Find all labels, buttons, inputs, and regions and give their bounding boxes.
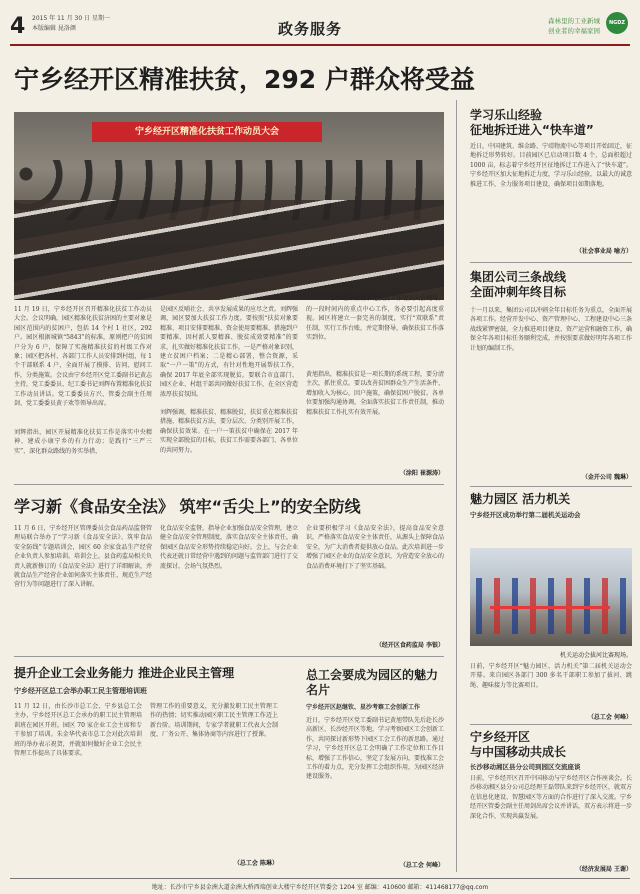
- main-headline: 宁乡经开区精准扶贫，292 户群众将受益: [14, 65, 475, 94]
- sidebar-story-2-byline: （金开公司 魏琳）: [581, 474, 632, 481]
- sidebar-story-1-byline: （社会事业局 喻方）: [575, 248, 632, 255]
- photo-banner: 宁乡经开区精准化扶贫工作动员大会: [92, 122, 322, 142]
- section-title: 政务服务: [278, 20, 343, 38]
- sidebar-story-2-title: [470, 270, 632, 300]
- food-col-1: 11 月 6 日，宁乡经开区管理委员会食品药品监督管理局联合举办了“学习新《食品安全法》、筑牢食品安全防线”专题培训会，园区 60 余家食品生产经营企业负责人参加培训。培训会上，县食药监局相关负责人就新修订的《食品安全法》进行了详细解读，并就食品生产经营企业如何落实主体责任、规范生产经营行为等问题进行了深入讲解。: [14, 525, 152, 589]
- main-col-2: 是园区反哺社会、共享发展成果的应尽之责。刘辉强调，园区要加大扶贫工作力度。要按照“扶贫对象要精准、项目安排要精准、资金使用要精准、措施到户要精准、因村派人要精准、脱贫成效要精准”的要求，扎实做好精准化扶贫工作，一是严格对象识别，建立贫困户档案；二是精心部署，整合资源，采取“一户一策”的方式，有针对性地开展帮扶工作，确保 2017 年底全部实现脱贫。要联合市直部门、园区企业、村组干部共同做好扶贫工作，在全区营造浓厚扶贫氛围。: [160, 306, 298, 398]
- divider: [470, 486, 632, 487]
- sidebar-story-1-title-line-2: 征地拆迁进入“快车道”: [470, 123, 594, 137]
- sidebar-story-3-subtitle: 宁乡经开区成功举行第二届机关运动会: [470, 511, 581, 519]
- sidebar-story-3-text: 日前，宁乡经开区“魅力园区、活力机关”第二届机关运动会开幕。来自园区各部门 300 多名干部职工参加了拔河、跳绳、趣味接力等比赛项目。: [470, 663, 632, 689]
- rope-shape: [490, 606, 610, 609]
- sidebar-story-1-title: [470, 108, 632, 138]
- sidebar-story-1-text: 近日，中国建筑、维金路、宁靖物流中心等项目开始回迁，征地拆迁形势转好。目前园区已启动项目数 4 个，总面积超过 1000 亩，标志着宁乡经开区征地拆迁工作进入了“快车道”。宁乡经开区加大征地拆迁力度，学习乐山经验，以最大的诚意推进工作，全力服务项目建设，确保项目如期落地。: [470, 143, 632, 188]
- charm-byline: （总工会 何峰）: [399, 862, 444, 869]
- photo-caption: 宁乡经开区精准化扶贫工作动员大会现场。: [329, 295, 444, 302]
- sidebar-story-4-text: 日前，宁乡经开区召开中国移动与宁乡经开区合作座谈会。长沙移动湘区县分公司总经理王磊带队来到宁乡经开区，就双方在信息化建设、智慧园区等方面的合作进行了深入交流。宁乡经开区管委会副主任周剑出席会议并讲话，双方表示将进一步深化合作，实现共赢发展。: [470, 775, 632, 820]
- sidebar-story-4-subtitle: 长沙移动湘区县分公司到园区交流座谈: [470, 763, 581, 771]
- main-col-2b: 刘辉强调，精准扶贫、精准脱贫，扶贫重在精准扶贫措施、精准扶贫方法，要分层次、分类别开展工作，确保扶贫效果。在一户一策扶贫中确保在 2017 年实现全部脱贫的目标，扶贫工作需要各部门、各单位的共同努力。: [160, 409, 298, 454]
- union-title: 提升企业工会业务能力 推进企业民主管理: [14, 666, 235, 680]
- union-byline: （总工会 陈琳）: [233, 860, 278, 867]
- sidebar-story-4-title-line-1: 宁乡经开区: [470, 730, 531, 744]
- main-byline: （涂阳 崔源涛）: [399, 470, 444, 477]
- sidebar-story-3-title: 魅力园区 活力机关: [470, 492, 571, 506]
- table-rows-shape: [14, 200, 444, 300]
- charm-subtitle: 宁乡经开区赵继钦、星沙考察工会创新工作: [306, 704, 421, 711]
- sports-meet-photo: [470, 548, 632, 646]
- main-photo: [14, 112, 444, 300]
- charm-text: 近日，宁乡经开区党工委副书记黄旭带队先后赴长沙高新区、长沙经开区等地，学习考察园区工会创新工作，共同探讨新形势下园区工会工作的新思路。通过学习，宁乡经开区总工会明确了工作定位和工作目标，增强了工作信心，坚定了发展方向，要找准工会工作的着力点，充分发挥工会组织作用，为园区经济建设服务。: [306, 717, 444, 781]
- page-number: 4: [10, 14, 26, 39]
- divider: [470, 724, 632, 725]
- food-safety-title: 学习新《食品安全法》 筑牢“舌尖上”的安全防线: [14, 497, 361, 516]
- food-col-3: 企业要积极学习《食品安全法》，提高食品安全意识，严格落实食品安全主体责任，从源头上保障食品安全，为广大消费者提供放心食品。此次培训进一步增强了园区企业的食品安全意识，为营造安全放心的食品消费环境打下了坚实基础。: [306, 525, 444, 570]
- sidebar-story-2-title-line-1: 集团公司三条战线: [470, 270, 567, 284]
- slogan: [548, 16, 600, 36]
- issue-editor: 本版编辑 昆洛颜: [32, 25, 76, 32]
- main-col-1b: 刘辉指出，园区开展精准化扶贫工作是落实中央精神、建成小康宁乡的有力行动；是践行“三严三实”、深化群众路线的务实举措，: [14, 429, 152, 455]
- sidebar-story-2-text: 十一月以来，集团公司以冲刺全年目标任务为重点，全面开展各项工作。经营开发中心、资产管理中心、工程建设中心三条战线紧锣密鼓，全力推进项目建设、资产运营和融资工作，确保全年各项目标任务顺利完成，并按照要求做好明年各项工作计划的编制工作。: [470, 307, 632, 352]
- charm-title: 总工会要成为园区的魅力名片: [306, 668, 439, 697]
- union-col-1: 11 月 12 日，由长沙市总工会、宁乡县总工会主办，宁乡经开区总工会承办的职工民主管理培训班在园区开班。园区 70 家企业工会主席和专干参加了培训。朱金华代表市总工会对此次培训班的举办表示祝贺，并就如何做好企业工会民主管理工作提出了具体要求。: [14, 703, 142, 758]
- union-subtitle: 宁乡经开区总工会举办职工民主管理培训班: [14, 687, 147, 695]
- sidebar-story-4-byline: （经济发展局 王谢）: [575, 866, 632, 873]
- issue-meta: [32, 14, 110, 34]
- sidebar-story-1-title-line-1: 学习乐山经验: [470, 108, 543, 122]
- food-col-2: 化食品安全监督，指导企业加强食品安全管理，建立健全食品安全管理制度，落实食品安全主体责任，确保园区食品安全形势持续稳定向好。会上，与会企业代表还就日常经营中遇到的问题与监管部门进行了交流探讨，会场气氛热烈。: [160, 525, 298, 570]
- main-col-3: 的一段时间内的重点中心工作，务必要引起高度重视。园区将建立一套完善的制度，实行“双联系”责任制，实行工作台账，并定期督导，确保扶贫工作落实到位。: [306, 306, 444, 342]
- sidebar-story-4-title-line-2: 与中国移动共成长: [470, 745, 567, 759]
- sidebar-story-2-title-line-2: 全面冲刺年终目标: [470, 285, 567, 299]
- page-header: [10, 6, 630, 42]
- sports-photo-caption: 机关运动会拔河比赛现场。: [559, 652, 632, 659]
- main-col-1: 11 月 19 日，宁乡经开区召开精准化扶贫工作动员大会。会议明确，园区精准化扶贫济困的主要对象是园区范围内的贫困户，包括 14 个村 1 社区，292 户。园区根据城镇“5843”的标准，原则把户的贫困户分为 6 户，保障了实施精准扶贫的村级工作对象；园区把各村、各部门工作人员安排到村组，每 1 个干部联系 4 户，全面开展了摸排、访问、慰问工作，分类施策。会议由宁乡经开区党工委副书记黄志主持，党工委委员、纪工委书记刘辉布置精准化扶贫工作动员讲话。党工委委员方兴、管委会副主任周剑、党工委委员黄子欢等领导出席。: [14, 306, 152, 408]
- issue-date: 2015 年 11 月 30 日 星期一: [32, 15, 110, 22]
- zone-logo-icon: NGDZ: [606, 12, 628, 34]
- sidebar-story-4-title: [470, 730, 632, 760]
- header-rule: [10, 44, 630, 46]
- slogan-line-2: 创业者的幸福家园: [548, 27, 600, 35]
- union-col-2: 管理工作的重要意义，充分激发职工民主管理工作的热情；切实推动园区职工民主管理工作迈上新台阶。培训期间，专家学者就职工代表大会制度、厂务公开、集体协商等内容进行了授课。: [150, 703, 278, 739]
- sidebar-story-3-byline: （总工会 何峰）: [587, 714, 632, 721]
- divider: [470, 262, 632, 263]
- divider: [14, 656, 444, 657]
- page-footer: 地址：长沙市宁乡县金洲大道金洲大桥西端创业大楼宁乡经开区管委会 1204 室 邮编：410600 邮箱：411468177@qq.com: [10, 878, 630, 891]
- slogan-line-1: 森林里的工业新城: [548, 17, 600, 25]
- main-col-3b: 黄旭指出，精准扶贫是一项长期的系统工程，要分清主次，抓住重点。要以改善贫困群众生产生活条件、增加收入为核心，因户施策，确保贫困户脱贫。各单位要加强沟通协调，全面落实扶贫工作责任制，推动精准扶贫工作扎实有效开展。: [306, 371, 444, 416]
- column-divider: [456, 100, 457, 872]
- divider: [14, 484, 444, 485]
- food-byline: （经开区食药监局 李银）: [375, 642, 444, 649]
